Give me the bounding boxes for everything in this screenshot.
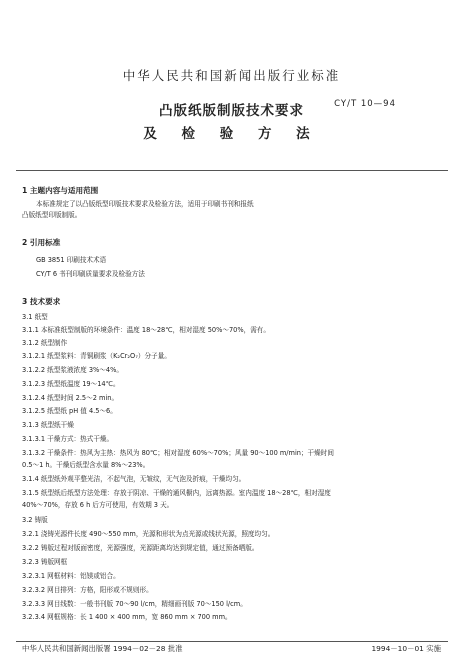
paragraph-line: 3.1.2.5 纸型纸 pH 值 4.5～6。 bbox=[22, 407, 117, 415]
approval-note: 中华人民共和国新闻出版署 1994－02－28 批准 bbox=[22, 644, 183, 653]
paragraph-line: 3.2.3.4 网框规格：长 1 400 × 400 mm，宽 860 mm × 700 mm。 bbox=[22, 613, 232, 621]
paragraph-line: 3.2.1 浇铸光源件长度 490～550 mm，光源和形状为点光源或线状光源，照度均匀。 bbox=[22, 530, 275, 538]
paragraph-line: 3.1.3.1 干燥方式：热式干燥。 bbox=[22, 435, 114, 443]
paragraph-line: 3.2.3.1 网框材料：铝镁或铝合。 bbox=[22, 572, 120, 580]
section-heading: 1 主题内容与适用范围 bbox=[22, 186, 99, 195]
section-heading: 3 技术要求 bbox=[22, 297, 61, 306]
paragraph-line: 3.1.1 本标准纸型制版的环境条件：温度 18～28℃，相对湿度 50%～70%，需有。 bbox=[22, 326, 270, 334]
paragraph-line: 3.2.2 铸版过程对版面密度，光源强度，光源距离均达到规定值，通过预备晒版。 bbox=[22, 544, 259, 552]
paragraph-line: GB 3851 印刷技术术语 bbox=[36, 256, 107, 264]
paragraph-line: 3.1.2.4 纸型时间 2.5～2 min。 bbox=[22, 394, 119, 402]
paragraph-line: 3.1.3.2 干燥条件：热风为主热：热风为 80℃；相对湿度 60%～70%；风量 90～100 m/min；干燥时间 bbox=[22, 449, 334, 457]
bottom-rule bbox=[16, 641, 448, 642]
paragraph-line: CY/T 6 书刊印刷质量要求及检验方法 bbox=[36, 270, 145, 278]
paragraph-line: 3.1.2.2 纸型浆液浓度 3%～4%。 bbox=[22, 366, 123, 374]
paragraph-line: 3.2 铸版 bbox=[22, 516, 48, 524]
document-title: 凸版纸版制版技术要求 bbox=[159, 103, 304, 119]
paragraph-line: 40%～70%，存放 6 h 后方可使用，有效期 3 天。 bbox=[22, 501, 174, 509]
standard-code: CY/T 10—94 bbox=[334, 99, 396, 109]
paragraph-line: 3.1.4 纸型纸外观平整光洁，不起气泡，无皱纹，无气泡及折痕，干燥均匀。 bbox=[22, 475, 246, 483]
paragraph-line: 3.2.3.2 网目排列：方格，阳形或不规则形。 bbox=[22, 586, 153, 594]
effective-date: 1994－10－01 实施 bbox=[371, 644, 441, 653]
top-rule bbox=[16, 170, 448, 171]
issuer-header: 中华人民共和国新闻出版行业标准 bbox=[122, 68, 341, 83]
document-subtitle: 及 检 验 方 法 bbox=[143, 126, 320, 142]
paragraph-line: 3.2.3 铸版网框 bbox=[22, 558, 68, 566]
paragraph-line: 3.1.5 纸型纸后纸型方法处理：存放于阴凉、干燥的通风橱内，远离热源。室内温度 18～28℃，相对湿度 bbox=[22, 489, 331, 497]
paragraph-line: 本标准规定了以凸版纸型印版技术要求及检验方法，适用于印刷书刊和报纸 bbox=[36, 200, 254, 208]
paragraph-line: 3.1.2.3 纸型纸温度 19～14℃。 bbox=[22, 380, 120, 388]
paragraph-line: 凸版纸型印版制版。 bbox=[22, 211, 82, 219]
paragraph-line: 3.1.2 纸型制作 bbox=[22, 339, 68, 347]
paragraph-line: 3.2.3.3 网目线数：一般书刊版 70～90 l/cm，精细画刊版 70～150 l/cm。 bbox=[22, 600, 247, 608]
section-heading: 2 引用标准 bbox=[22, 238, 61, 247]
paragraph-line: 3.1.3 纸型纸干燥 bbox=[22, 421, 74, 429]
paragraph-line: 3.1 纸型 bbox=[22, 313, 48, 321]
paragraph-line: 3.1.2.1 纸型浆料：青铜刷浆（K₂Cr₂O₇）分子量。 bbox=[22, 352, 171, 360]
paragraph-line: 0.5～1 h。干燥后纸型含水量 8%～23%。 bbox=[22, 461, 150, 469]
